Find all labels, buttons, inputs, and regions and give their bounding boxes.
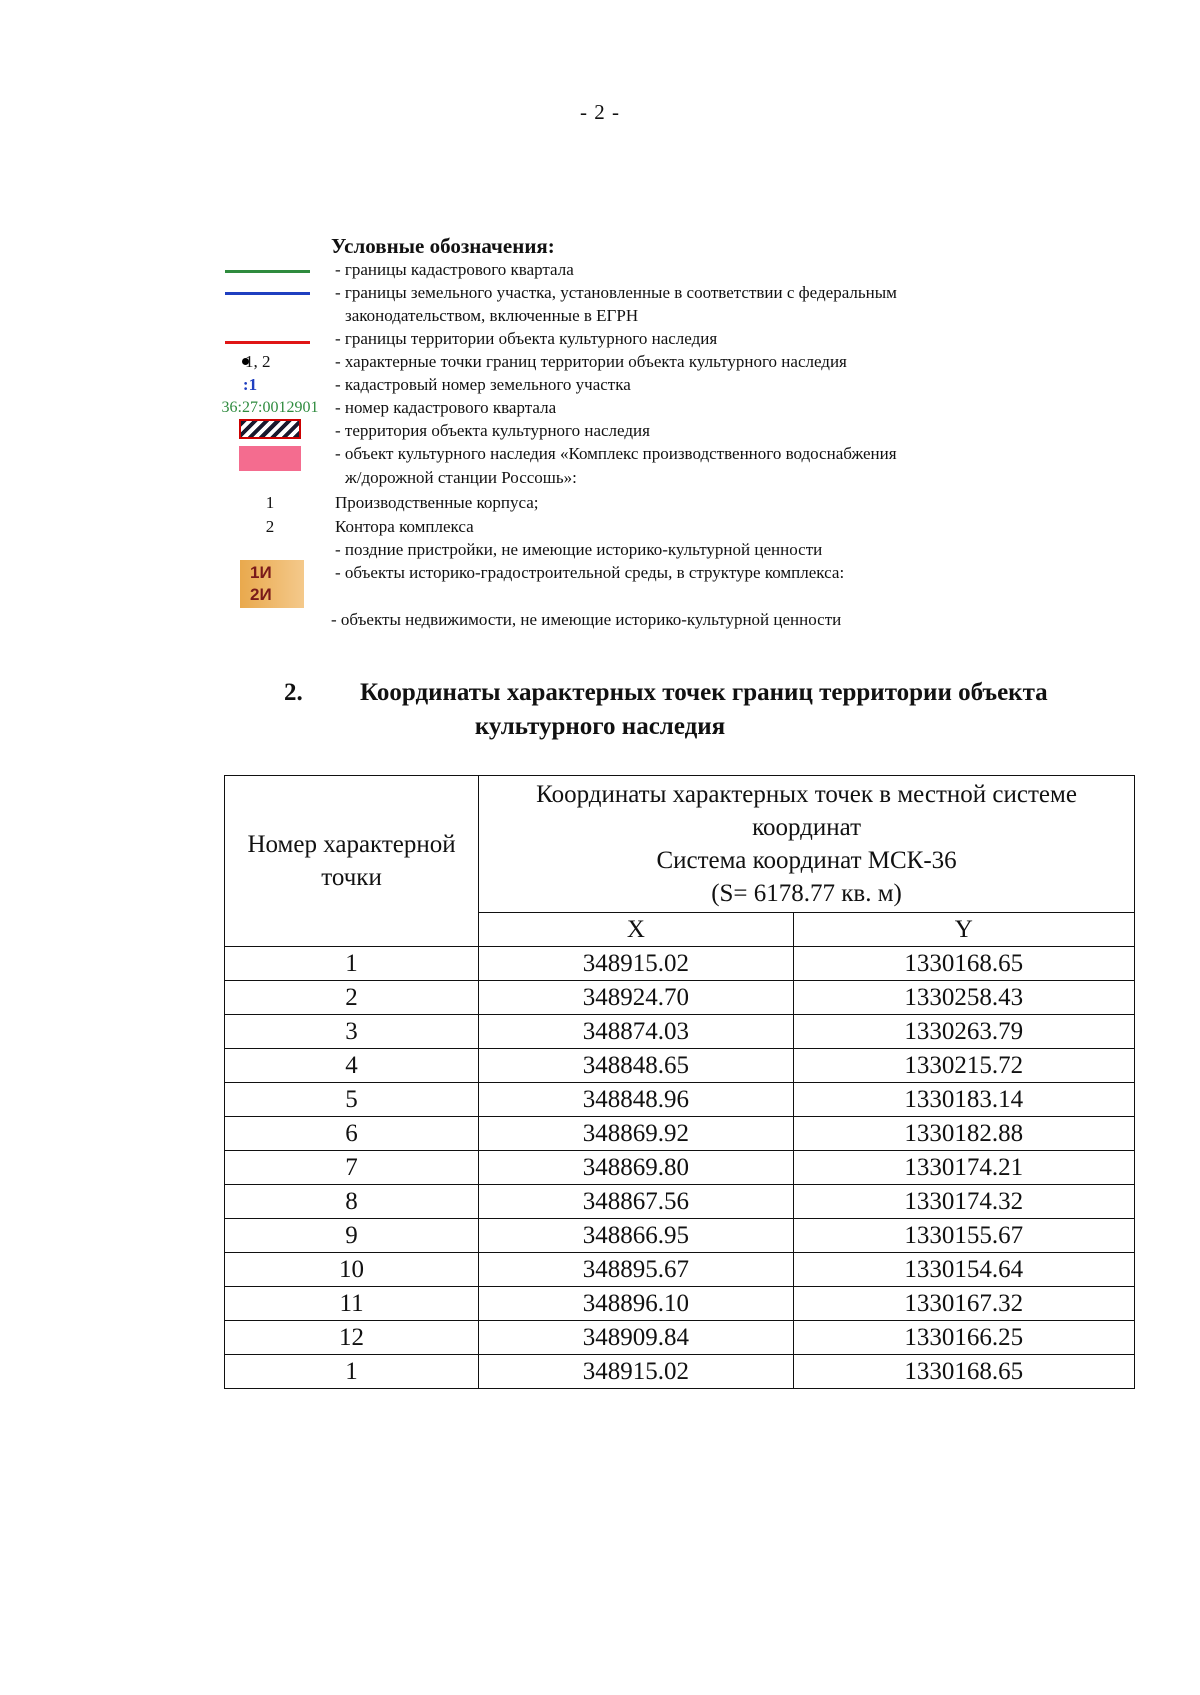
legend-title: Условные обозначения: [331, 234, 555, 258]
point-number-cell: 12 [225, 1321, 479, 1355]
header-coordinates: Координаты характерных точек в местной системе координат Система координат МСК-36 (S= 6178.77 кв. м) [479, 776, 1135, 913]
y-cell: 1330168.65 [793, 947, 1134, 981]
x-cell: 348915.02 [479, 947, 793, 981]
table-body [225, 947, 1135, 1389]
y-cell: 1330154.64 [793, 1253, 1134, 1287]
x-cell: 348869.92 [479, 1117, 793, 1151]
legend-text: Производственные корпуса; [335, 493, 539, 512]
table-row [225, 1015, 1135, 1049]
section-number: 2. [284, 679, 303, 706]
green-line-symbol [225, 270, 310, 273]
header-x: X [479, 913, 793, 947]
y-cell: 1330263.79 [793, 1015, 1134, 1049]
table-row [225, 1049, 1135, 1083]
section-title-line2: культурного наследия [474, 713, 726, 740]
section-title-line1: Координаты характерных точек границ территории объекта [360, 679, 1048, 706]
x-cell: 348909.84 [479, 1321, 793, 1355]
x-cell: 348848.96 [479, 1083, 793, 1117]
legend-text: Контора комплекса [335, 517, 474, 536]
table-row [225, 1287, 1135, 1321]
table-row [225, 1117, 1135, 1151]
legend-text: - характерные точки границ территории объекта культурного наследия [335, 352, 847, 371]
legend-text: - номер кадастрового квартала [335, 398, 557, 417]
table-row [225, 947, 1135, 981]
x-cell: 348895.67 [479, 1253, 793, 1287]
y-cell: 1330183.14 [793, 1083, 1134, 1117]
legend-text: - территория объекта культурного наследия [335, 421, 650, 440]
point-number-cell: 5 [225, 1083, 479, 1117]
y-cell: 1330166.25 [793, 1321, 1134, 1355]
heritage-object-symbol [239, 446, 301, 471]
legend-number-1: 1 [265, 493, 275, 512]
y-cell: 1330174.21 [793, 1151, 1134, 1185]
point-number-cell: 10 [225, 1253, 479, 1287]
y-cell: 1330168.65 [793, 1355, 1134, 1389]
table-row [225, 1219, 1135, 1253]
tan-label-1: 1И [250, 563, 272, 582]
table-row [225, 1355, 1135, 1389]
tan-label-2: 2И [250, 585, 272, 604]
hatched-territory-symbol [239, 419, 301, 439]
x-cell: 348924.70 [479, 981, 793, 1015]
point-number-cell: 1 [225, 1355, 479, 1389]
x-cell: 348866.95 [479, 1219, 793, 1253]
x-cell: 348874.03 [479, 1015, 793, 1049]
coordinates-table [224, 775, 1135, 1389]
table-row [225, 1083, 1135, 1117]
x-cell: 348896.10 [479, 1287, 793, 1321]
legend-text: ж/дорожной станции Россошь»: [345, 468, 577, 487]
legend-text: - поздние пристройки, не имеющие историко-культурной ценности [335, 540, 823, 559]
y-cell: 1330182.88 [793, 1117, 1134, 1151]
points-symbol: 1, 2 [245, 352, 271, 371]
red-line-symbol [225, 341, 310, 344]
header-point-number: Номер характерной точки [225, 776, 479, 947]
x-cell: 348915.02 [479, 1355, 793, 1389]
page-number: - 2 - [580, 100, 620, 124]
legend-text: законодательством, включенные в ЕГРН [345, 306, 639, 325]
point-number-cell: 4 [225, 1049, 479, 1083]
x-cell: 348848.65 [479, 1049, 793, 1083]
header-y: Y [793, 913, 1134, 947]
y-cell: 1330167.32 [793, 1287, 1134, 1321]
blue-line-symbol [225, 292, 310, 295]
table-row [225, 1185, 1135, 1219]
table-row [225, 981, 1135, 1015]
table-row [225, 1151, 1135, 1185]
y-cell: 1330215.72 [793, 1049, 1134, 1083]
quarter-number-symbol: 36:27:0012901 [221, 399, 319, 416]
point-number-cell: 3 [225, 1015, 479, 1049]
point-number-cell: 11 [225, 1287, 479, 1321]
legend-text: - объект культурного наследия «Комплекс производственного водоснабжения [335, 444, 897, 463]
y-cell: 1330174.32 [793, 1185, 1134, 1219]
point-number-cell: 8 [225, 1185, 479, 1219]
legend-text: - кадастровый номер земельного участка [335, 375, 631, 394]
table-row [225, 1321, 1135, 1355]
legend-text: - объекты недвижимости, не имеющие историко-культурной ценности [331, 610, 842, 629]
point-number-cell: 2 [225, 981, 479, 1015]
x-cell: 348869.80 [479, 1151, 793, 1185]
point-number-cell: 9 [225, 1219, 479, 1253]
x-cell: 348867.56 [479, 1185, 793, 1219]
y-cell: 1330258.43 [793, 981, 1134, 1015]
legend-number-2: 2 [265, 517, 275, 536]
point-number-cell: 6 [225, 1117, 479, 1151]
y-cell: 1330155.67 [793, 1219, 1134, 1253]
legend-text: - границы территории объекта культурного наследия [335, 329, 718, 348]
point-number-cell: 7 [225, 1151, 479, 1185]
legend-text: - объекты историко-градостроительной среды, в структуре комплекса: [335, 563, 845, 582]
parcel-number-symbol: :1 [242, 375, 258, 394]
legend-text: - границы кадастрового квартала [335, 260, 574, 279]
legend-text: - границы земельного участка, установленные в соответствии с федеральным [335, 283, 897, 302]
table-row [225, 1253, 1135, 1287]
point-number-cell: 1 [225, 947, 479, 981]
